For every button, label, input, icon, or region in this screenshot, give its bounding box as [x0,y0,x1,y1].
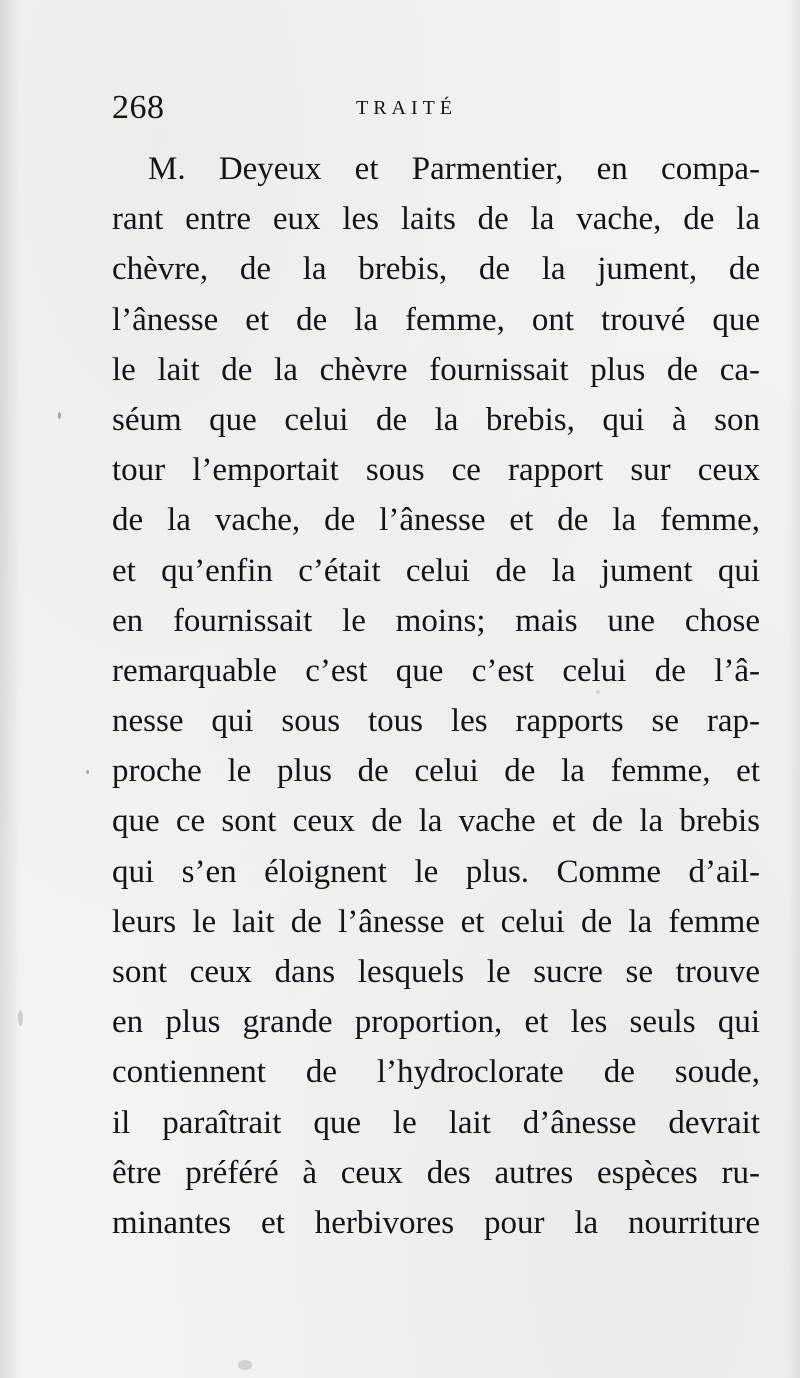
paper-speck [86,770,89,774]
text-line: leurs le lait de l’ânesse et celui de la femme [112,903,760,940]
page-edge-shadow [786,0,800,1378]
text-line: et qu’enfin c’était celui de la jument qui [112,552,760,589]
text-line: contiennent de l’hydroclorate de soude, [112,1054,760,1091]
paper-speck [596,690,600,694]
page-number: 268 [112,89,165,126]
text-line: M. Deyeux et Parmentier, en compa- [148,151,760,187]
text-line: sont ceux dans lesquels le sucre se trouve [112,954,760,990]
text-line: que ce sont ceux de la vache et de la brebis [112,803,760,840]
text-line: tour l’emportait sous ce rapport sur ceux [112,452,760,489]
text-line: il paraîtrait que le lait d’ânesse devrait [112,1104,760,1141]
paper-speck [18,1010,23,1026]
text-line: minantes et herbivores pour la nourriture [112,1204,760,1241]
text-line: chèvre, de la brebis, de la jument, de [112,251,760,288]
text-line: séum que celui de la brebis, qui à son [112,401,760,438]
text-line: remarquable c’est que c’est celui de l’â- [112,652,760,689]
text-line: être préféré à ceux des autres espèces ru- [112,1154,760,1191]
text-line: en plus grande proportion, et les seuls qui [112,1004,760,1041]
paper-speck [238,1360,252,1370]
page-header [112,86,512,130]
paper-speck [58,412,61,419]
text-line: proche le plus de celui de la femme, et [112,753,760,790]
text-line: le lait de la chèvre fournissait plus de ca- [112,351,760,388]
text-line: rant entre eux les laits de la vache, de la [112,201,760,238]
text-line: en fournissait le moins; mais une chose [112,602,760,639]
text-line: nesse qui sous tous les rapports se rap- [112,703,760,740]
running-title: TRAITÉ [356,97,458,119]
page-gutter-shadow [0,0,22,1378]
text-line: l’ânesse et de la femme, ont trouvé que [112,301,760,338]
text-line: qui s’en éloignent le plus. Comme d’ail- [112,853,760,890]
body-text [112,144,760,1248]
text-line: de la vache, de l’ânesse et de la femme, [112,502,760,539]
